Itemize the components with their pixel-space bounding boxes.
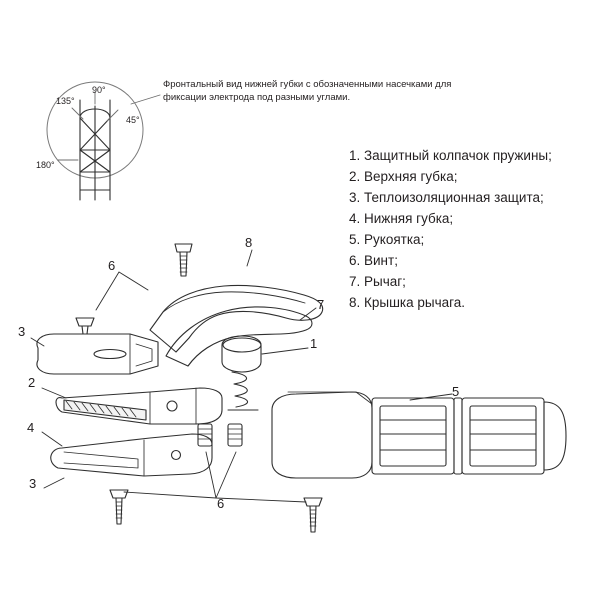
callout-7: 7 — [317, 297, 325, 312]
legend-item-7: 7. Рычаг; — [349, 274, 406, 289]
callout-8: 8 — [245, 235, 253, 250]
screw-bottom-right — [304, 498, 322, 532]
part-5-handle — [272, 392, 566, 478]
callout-6-bottom: 6 — [217, 496, 225, 511]
callout-3-lower: 3 — [29, 476, 37, 491]
legend-item-3: 3. Теплоизоляционная защита; — [349, 190, 544, 205]
callout-6-top: 6 — [108, 258, 116, 273]
legend-item-8: 8. Крышка рычага. — [349, 295, 466, 310]
callout-1: 1 — [310, 336, 318, 351]
screw-bottom-left — [110, 490, 128, 524]
angle-label-135: 135° — [56, 96, 75, 106]
part-3-upper-heat-shield — [37, 334, 158, 374]
angle-label-45: 45° — [126, 115, 140, 125]
legend-item-4: 4. Нижняя губка; — [349, 211, 454, 226]
screw-bosses — [198, 424, 242, 446]
legend-item-6: 6. Винт; — [349, 253, 398, 268]
legend-item-1: 1. Защитный колпачок пружины; — [349, 148, 552, 163]
screw-top — [175, 244, 192, 276]
part-4-lower-jaw — [51, 434, 212, 476]
part-2-upper-jaw — [56, 388, 222, 424]
callout-2: 2 — [28, 375, 36, 390]
callout-5: 5 — [452, 384, 460, 399]
screw-small-upper — [76, 318, 94, 334]
angle-label-180: 180° — [36, 160, 55, 170]
legend-list — [349, 145, 589, 313]
part-1-spring-cap — [222, 336, 261, 410]
callout-3-upper: 3 — [18, 324, 26, 339]
legend-item-5: 5. Рукоятка; — [349, 232, 425, 247]
callout-4: 4 — [27, 420, 35, 435]
angle-label-90: 90° — [92, 85, 106, 95]
detail-note: Фронтальный вид нижней губки с обозначенными насечками для фиксации электрода под разными углами. — [163, 79, 452, 103]
legend-item-2: 2. Верхняя губка; — [349, 169, 458, 184]
